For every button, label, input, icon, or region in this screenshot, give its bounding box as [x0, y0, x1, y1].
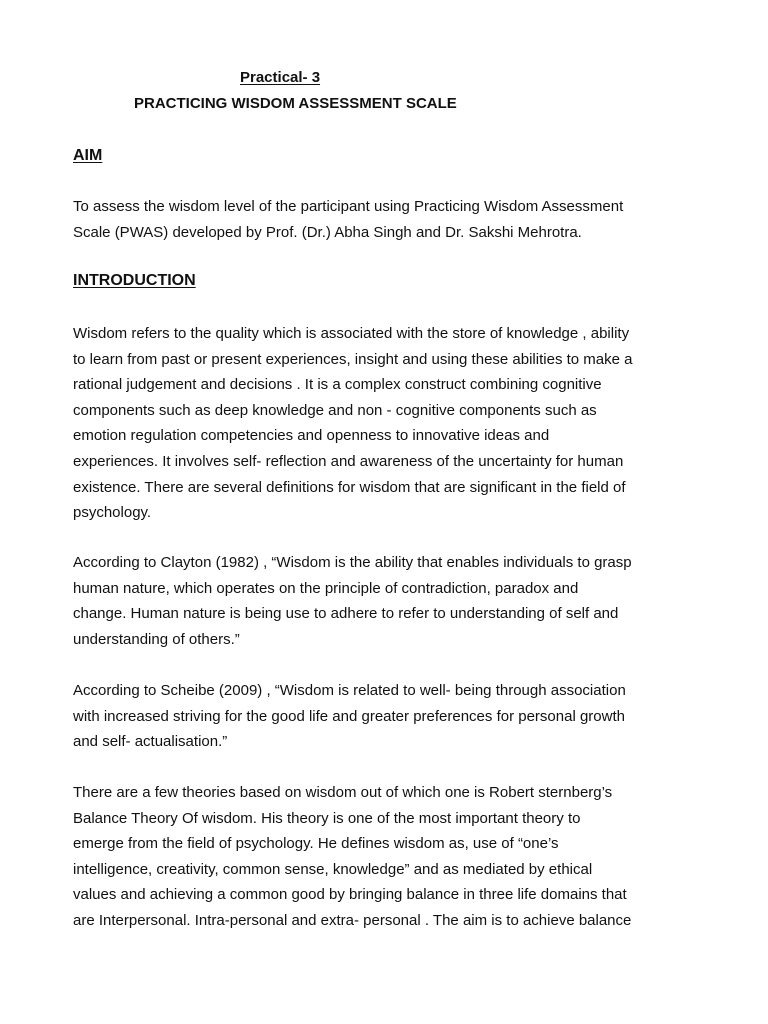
- aim-line: Scale (PWAS) developed by Prof. (Dr.) Abha Singh and Dr. Sakshi Mehrotra.: [73, 223, 582, 241]
- paragraph-line: understanding of others.”: [73, 630, 240, 648]
- paragraph-line: There are a few theories based on wisdom out of which one is Robert sternberg’s: [73, 784, 613, 801]
- paragraph-line: human nature, which operates on the principle of contradiction, paradox and: [73, 579, 579, 597]
- paragraph-line: to learn from past or present experiences, insight and using these abilities to make a: [73, 350, 633, 368]
- paragraph-line: with increased striving for the good life and greater preferences for personal growth: [73, 707, 625, 725]
- aim-heading: AIM: [73, 147, 103, 164]
- paragraph-line: Wisdom refers to the quality which is associated with the store of knowledge , ability: [73, 325, 630, 342]
- paragraph-line: components such as deep knowledge and non - cognitive components such as: [73, 401, 597, 419]
- aim-paragraph: [73, 194, 698, 245]
- intro-paragraph-4: [73, 780, 698, 934]
- paragraph-line: experiences. It involves self- reflection and awareness of the uncertainty for human: [73, 452, 624, 470]
- intro-paragraph-3: [73, 678, 698, 755]
- paragraph-line: are Interpersonal. Intra-personal and extra- personal . The aim is to achieve balance: [73, 911, 632, 929]
- paragraph-line: emerge from the field of psychology. He defines wisdom as, use of “one’s: [73, 835, 559, 853]
- introduction-heading: INTRODUCTION: [73, 272, 196, 289]
- paragraph-line: According to Scheibe (2009) , “Wisdom is related to well- being through association: [73, 682, 626, 699]
- intro-paragraph-1: [73, 321, 698, 526]
- practical-title: Practical- 3: [240, 69, 321, 86]
- paragraph-line: intelligence, creativity, common sense, knowledge” and as mediated by ethical: [73, 860, 593, 878]
- paragraph-line: Balance Theory Of wisdom. His theory is one of the most important theory to: [73, 809, 581, 827]
- paragraph-line: rational judgement and decisions . It is a complex construct combining cognitive: [73, 376, 602, 394]
- paragraph-line: According to Clayton (1982) , “Wisdom is the ability that enables individuals to grasp: [73, 554, 632, 571]
- intro-paragraph-2: [73, 550, 698, 652]
- main-title: PRACTICING WISDOM ASSESSMENT SCALE: [134, 95, 457, 112]
- paragraph-line: existence. There are several definitions for wisdom that are significant in the field of: [73, 478, 626, 496]
- paragraph-line: psychology.: [73, 504, 152, 522]
- paragraph-line: and self- actualisation.”: [73, 733, 228, 751]
- paragraph-line: emotion regulation competencies and openness to innovative ideas and: [73, 427, 550, 445]
- paragraph-line: change. Human nature is being use to adhere to refer to understanding of self and: [73, 605, 619, 623]
- aim-line: To assess the wisdom level of the participant using Practicing Wisdom Assessment: [73, 198, 624, 215]
- paragraph-line: values and achieving a common good by bringing balance in three life domains that: [73, 886, 627, 904]
